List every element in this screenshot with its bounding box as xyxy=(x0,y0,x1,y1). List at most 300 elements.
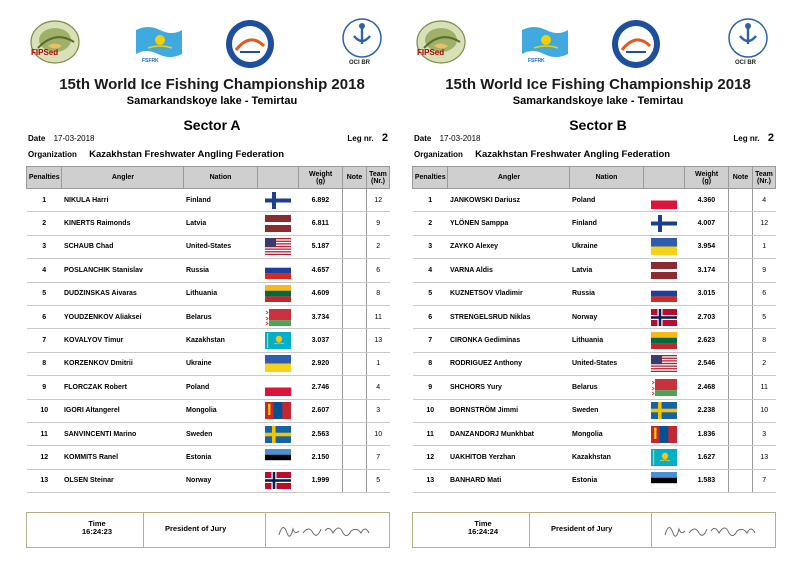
nation-cell: Finland xyxy=(570,212,643,235)
table-row xyxy=(27,305,390,328)
organization-label: Organization xyxy=(414,150,463,159)
table-row xyxy=(413,399,776,422)
penalty-cell: 3 xyxy=(27,235,62,258)
team-cell: 1 xyxy=(753,235,776,258)
leg-line xyxy=(733,132,774,144)
flag-cell xyxy=(643,235,685,258)
nation-cell: Lithuania xyxy=(570,329,643,352)
russia-flag-icon xyxy=(265,262,291,279)
ocibr-logo-text: OCI BR xyxy=(349,60,370,66)
angler-cell: SANVINCENTI Marino xyxy=(62,422,184,445)
footer-divider xyxy=(143,513,144,547)
penalty-cell: 5 xyxy=(413,282,448,305)
angler-cell: UAKHITOB Yerzhan xyxy=(448,446,570,469)
team-cell: 7 xyxy=(367,446,390,469)
flag-cell xyxy=(643,282,685,305)
penalty-cell: 5 xyxy=(27,282,62,305)
kazakhstan-flag-icon xyxy=(651,449,677,466)
table-row xyxy=(27,469,390,492)
col-team-label: Team xyxy=(755,170,773,178)
note-cell xyxy=(729,189,753,212)
belarus-flag-icon xyxy=(265,309,291,326)
col-team xyxy=(753,167,776,189)
penalty-cell: 6 xyxy=(413,305,448,328)
logo-strip xyxy=(26,18,398,74)
nation-cell: Latvia xyxy=(570,259,643,282)
penalty-cell: 10 xyxy=(27,399,62,422)
ukraine-flag-icon xyxy=(265,355,291,372)
weight-cell: 2.920 xyxy=(299,352,343,375)
col-weight-unit: (g) xyxy=(702,177,712,185)
penalty-cell: 6 xyxy=(27,305,62,328)
note-cell xyxy=(729,305,753,328)
time-label: Time xyxy=(88,519,106,528)
angler-cell: FLORCZAK Robert xyxy=(62,376,184,399)
table-row xyxy=(27,212,390,235)
nation-cell: Norway xyxy=(570,305,643,328)
results-table xyxy=(26,166,390,493)
flag-cell xyxy=(257,282,299,305)
team-cell: 13 xyxy=(753,446,776,469)
organization-line xyxy=(28,149,284,160)
footer-divider xyxy=(265,513,266,547)
note-cell xyxy=(343,399,367,422)
weight-cell: 3.037 xyxy=(299,329,343,352)
col-weight-label: Weight xyxy=(309,170,333,178)
organization-line xyxy=(414,149,670,160)
table-row xyxy=(413,259,776,282)
col-team xyxy=(367,167,390,189)
team-cell: 5 xyxy=(367,469,390,492)
fips-logo-text: FIPSed xyxy=(31,48,59,57)
table-row xyxy=(413,446,776,469)
table-row xyxy=(27,329,390,352)
table-header-row xyxy=(413,167,776,189)
nation-cell: Mongolia xyxy=(184,399,257,422)
col-flag xyxy=(257,167,299,189)
leg-label: Leg nr. xyxy=(347,134,374,143)
flag-cell xyxy=(257,352,299,375)
table-row xyxy=(413,376,776,399)
weight-cell: 4.007 xyxy=(685,212,729,235)
penalty-cell: 7 xyxy=(413,329,448,352)
date-label: Date xyxy=(414,134,432,143)
team-cell: 8 xyxy=(367,282,390,305)
nation-cell: Belarus xyxy=(570,376,643,399)
penalty-cell: 10 xyxy=(413,399,448,422)
footer-box xyxy=(26,512,390,548)
flag-cell xyxy=(257,376,299,399)
fips-logo-text: FIPSed xyxy=(417,48,445,57)
angler-cell: KUZNETSOV Vladimir xyxy=(448,282,570,305)
championship-title: 15th World Ice Fishing Championship 2018 xyxy=(445,76,751,93)
table-row xyxy=(413,329,776,352)
penalty-cell: 8 xyxy=(413,352,448,375)
flag-cell xyxy=(257,469,299,492)
note-cell xyxy=(343,305,367,328)
organization-value: Kazakhstan Freshwater Angling Federation xyxy=(89,149,285,160)
lithuania-flag-icon xyxy=(651,332,677,349)
mongolia-flag-icon xyxy=(265,402,291,419)
date-value: 17-03-2018 xyxy=(53,134,95,143)
angler-cell: IGORI Altangerel xyxy=(62,399,184,422)
weight-cell: 2.468 xyxy=(685,376,729,399)
note-cell xyxy=(343,352,367,375)
venue-subtitle: Samarkandskoye lake - Temirtau xyxy=(512,95,684,107)
table-row xyxy=(413,352,776,375)
team-cell: 7 xyxy=(753,469,776,492)
time-value: 16:24:24 xyxy=(467,527,499,536)
leg-number: 2 xyxy=(381,132,388,144)
table-header-row xyxy=(27,167,390,189)
flag-cell xyxy=(643,399,685,422)
angler-cell: RODRIGUEZ Anthony xyxy=(448,352,570,375)
nation-cell: Ukraine xyxy=(570,235,643,258)
table-row xyxy=(413,469,776,492)
organization-label: Organization xyxy=(28,150,77,159)
note-cell xyxy=(729,235,753,258)
nation-cell: Russia xyxy=(184,259,257,282)
angler-cell: JANKOWSKI Dariusz xyxy=(448,189,570,212)
note-cell xyxy=(729,212,753,235)
angler-cell: KOVALYOV Timur xyxy=(62,329,184,352)
table-row xyxy=(413,189,776,212)
team-cell: 2 xyxy=(367,235,390,258)
note-cell xyxy=(343,235,367,258)
table-row xyxy=(27,399,390,422)
poland-flag-icon xyxy=(651,192,677,209)
weight-cell: 3.015 xyxy=(685,282,729,305)
team-cell: 12 xyxy=(753,212,776,235)
nation-cell: Russia xyxy=(570,282,643,305)
fsrk-logo xyxy=(610,18,662,70)
angler-cell: CIRONKA Gediminas xyxy=(448,329,570,352)
date-line xyxy=(414,134,481,143)
table-row xyxy=(413,282,776,305)
leg-line xyxy=(347,132,388,144)
nation-cell: Sweden xyxy=(184,422,257,445)
poland-flag-icon xyxy=(265,379,291,396)
team-cell: 11 xyxy=(753,376,776,399)
flag-cell xyxy=(257,235,299,258)
note-cell xyxy=(343,329,367,352)
table-row xyxy=(413,422,776,445)
team-cell: 12 xyxy=(367,189,390,212)
angler-cell: SCHAUB Chad xyxy=(62,235,184,258)
team-cell: 1 xyxy=(367,352,390,375)
penalty-cell: 1 xyxy=(27,189,62,212)
col-weight xyxy=(685,167,729,189)
angler-cell: VARNA Aldis xyxy=(448,259,570,282)
note-cell xyxy=(729,446,753,469)
team-cell: 9 xyxy=(753,259,776,282)
nation-cell: United-States xyxy=(184,235,257,258)
flag-cell xyxy=(257,329,299,352)
col-weight-label: Weight xyxy=(695,170,719,178)
flag-cell xyxy=(643,329,685,352)
col-note: Note xyxy=(343,167,367,189)
note-cell xyxy=(729,469,753,492)
col-weight xyxy=(299,167,343,189)
fsfrk-logo-text: FSFRK xyxy=(528,58,545,64)
latvia-flag-icon xyxy=(651,262,677,279)
usa-flag-icon xyxy=(265,238,291,255)
weight-cell: 2.150 xyxy=(299,446,343,469)
date-label: Date xyxy=(28,134,46,143)
weight-cell: 1.583 xyxy=(685,469,729,492)
team-cell: 4 xyxy=(753,189,776,212)
table-row xyxy=(413,235,776,258)
time-value: 16:24:23 xyxy=(81,527,113,536)
flag-cell xyxy=(257,422,299,445)
note-cell xyxy=(343,282,367,305)
nation-cell: Kazakhstan xyxy=(184,329,257,352)
note-cell xyxy=(729,376,753,399)
angler-cell: KORZENKOV Dmitrii xyxy=(62,352,184,375)
weight-cell: 4.609 xyxy=(299,282,343,305)
estonia-flag-icon xyxy=(651,472,677,489)
angler-cell: ZAYKO Alexey xyxy=(448,235,570,258)
note-cell xyxy=(343,376,367,399)
nation-cell: Ukraine xyxy=(184,352,257,375)
sector-heading: Sector A xyxy=(183,117,241,133)
leg-label: Leg nr. xyxy=(733,134,760,143)
nation-cell: Poland xyxy=(184,376,257,399)
nation-cell: Belarus xyxy=(184,305,257,328)
belarus-flag-icon xyxy=(651,379,677,396)
angler-cell: KOMMITS Ranel xyxy=(62,446,184,469)
note-cell xyxy=(729,399,753,422)
nation-cell: Latvia xyxy=(184,212,257,235)
penalty-cell: 11 xyxy=(413,422,448,445)
team-cell: 3 xyxy=(753,422,776,445)
note-cell xyxy=(343,422,367,445)
table-row xyxy=(27,235,390,258)
flag-cell xyxy=(643,376,685,399)
venue-subtitle: Samarkandskoye lake - Temirtau xyxy=(126,95,298,107)
championship-title: 15th World Ice Fishing Championship 2018 xyxy=(59,76,365,93)
penalty-cell: 12 xyxy=(27,446,62,469)
flag-cell xyxy=(643,422,685,445)
team-cell: 8 xyxy=(753,329,776,352)
norway-flag-icon xyxy=(651,309,677,326)
col-penalties: Penalties xyxy=(27,167,62,189)
angler-cell: DANZANDORJ Munkhbat xyxy=(448,422,570,445)
weight-cell: 4.657 xyxy=(299,259,343,282)
nation-cell: Mongolia xyxy=(570,422,643,445)
weight-cell: 6.811 xyxy=(299,212,343,235)
flag-cell xyxy=(257,305,299,328)
penalty-cell: 13 xyxy=(27,469,62,492)
finland-flag-icon xyxy=(651,215,677,232)
weight-cell: 2.238 xyxy=(685,399,729,422)
table-row xyxy=(27,189,390,212)
penalty-cell: 11 xyxy=(27,422,62,445)
table-row xyxy=(27,376,390,399)
team-cell: 2 xyxy=(753,352,776,375)
table-row xyxy=(27,352,390,375)
flag-cell xyxy=(643,446,685,469)
team-cell: 4 xyxy=(367,376,390,399)
note-cell xyxy=(729,259,753,282)
weight-cell: 2.623 xyxy=(685,329,729,352)
footer-divider xyxy=(529,513,530,547)
team-cell: 10 xyxy=(753,399,776,422)
penalty-cell: 9 xyxy=(413,376,448,399)
nation-cell: Sweden xyxy=(570,399,643,422)
flag-cell xyxy=(643,259,685,282)
team-cell: 13 xyxy=(367,329,390,352)
note-cell xyxy=(729,282,753,305)
signature-image xyxy=(661,517,771,548)
footer-box xyxy=(412,512,776,548)
norway-flag-icon xyxy=(265,472,291,489)
angler-cell: STRENGELSRUD Niklas xyxy=(448,305,570,328)
president-label: President of Jury xyxy=(165,524,227,533)
table-row xyxy=(27,446,390,469)
weight-cell: 1.627 xyxy=(685,446,729,469)
col-angler: Angler xyxy=(62,167,184,189)
sector-heading: Sector B xyxy=(569,117,627,133)
lithuania-flag-icon xyxy=(265,285,291,302)
results-body xyxy=(413,189,776,493)
sweden-flag-icon xyxy=(651,402,677,419)
weight-cell: 5.187 xyxy=(299,235,343,258)
angler-cell: POSLANCHIK Stanislav xyxy=(62,259,184,282)
latvia-flag-icon xyxy=(265,215,291,232)
nation-cell: Estonia xyxy=(184,446,257,469)
col-team-sub: (Nr.) xyxy=(371,177,385,185)
angler-cell: BANHARD Mati xyxy=(448,469,570,492)
penalty-cell: 4 xyxy=(27,259,62,282)
note-cell xyxy=(343,212,367,235)
nation-cell: Kazakhstan xyxy=(570,446,643,469)
flag-cell xyxy=(257,212,299,235)
team-cell: 5 xyxy=(753,305,776,328)
footer-divider xyxy=(651,513,652,547)
organization-value: Kazakhstan Freshwater Angling Federation xyxy=(475,149,671,160)
col-nation: Nation xyxy=(184,167,257,189)
nation-cell: Finland xyxy=(184,189,257,212)
leg-number: 2 xyxy=(767,132,774,144)
col-flag xyxy=(643,167,685,189)
flag-cell xyxy=(643,189,685,212)
russia-flag-icon xyxy=(651,285,677,302)
penalty-cell: 8 xyxy=(27,352,62,375)
nation-cell: Estonia xyxy=(570,469,643,492)
team-cell: 3 xyxy=(367,399,390,422)
penalty-cell: 3 xyxy=(413,235,448,258)
nation-cell: Lithuania xyxy=(184,282,257,305)
angler-cell: NIKULA Harri xyxy=(62,189,184,212)
time-label: Time xyxy=(474,519,492,528)
col-angler: Angler xyxy=(448,167,570,189)
weight-cell: 3.954 xyxy=(685,235,729,258)
nation-cell: United-States xyxy=(570,352,643,375)
results-table xyxy=(412,166,776,493)
mongolia-flag-icon xyxy=(651,426,677,443)
flag-cell xyxy=(257,446,299,469)
weight-cell: 2.563 xyxy=(299,422,343,445)
sweden-flag-icon xyxy=(265,426,291,443)
weight-cell: 6.892 xyxy=(299,189,343,212)
angler-cell: OLSEN Steinar xyxy=(62,469,184,492)
team-cell: 6 xyxy=(367,259,390,282)
weight-cell: 2.703 xyxy=(685,305,729,328)
table-row xyxy=(27,422,390,445)
weight-cell: 4.360 xyxy=(685,189,729,212)
penalty-cell: 13 xyxy=(413,469,448,492)
angler-cell: BORNSTRÖM Jimmi xyxy=(448,399,570,422)
penalty-cell: 2 xyxy=(413,212,448,235)
penalty-cell: 12 xyxy=(413,446,448,469)
flag-cell xyxy=(257,399,299,422)
ocibr-logo-text: OCI BR xyxy=(735,60,756,66)
nation-cell: Norway xyxy=(184,469,257,492)
flag-cell xyxy=(257,189,299,212)
finland-flag-icon xyxy=(265,192,291,209)
sheet-sector-a xyxy=(26,0,398,567)
signature-image xyxy=(275,517,385,548)
penalty-cell: 1 xyxy=(413,189,448,212)
president-label: President of Jury xyxy=(551,524,613,533)
fsfrk-logo-text: FSFRK xyxy=(142,58,159,64)
note-cell xyxy=(729,422,753,445)
angler-cell: SHCHORS Yury xyxy=(448,376,570,399)
logo-strip xyxy=(412,18,784,74)
kazakhstan-flag-icon xyxy=(265,332,291,349)
estonia-flag-icon xyxy=(265,449,291,466)
weight-cell: 3.734 xyxy=(299,305,343,328)
col-nation: Nation xyxy=(570,167,643,189)
weight-cell: 1.999 xyxy=(299,469,343,492)
usa-flag-icon xyxy=(651,355,677,372)
note-cell xyxy=(343,446,367,469)
penalty-cell: 4 xyxy=(413,259,448,282)
col-note: Note xyxy=(729,167,753,189)
col-penalties: Penalties xyxy=(413,167,448,189)
team-cell: 10 xyxy=(367,422,390,445)
weight-cell: 3.174 xyxy=(685,259,729,282)
weight-cell: 2.607 xyxy=(299,399,343,422)
weight-cell: 2.746 xyxy=(299,376,343,399)
team-cell: 6 xyxy=(753,282,776,305)
weight-cell: 2.546 xyxy=(685,352,729,375)
note-cell xyxy=(343,189,367,212)
table-row xyxy=(27,282,390,305)
note-cell xyxy=(729,329,753,352)
col-team-label: Team xyxy=(369,170,387,178)
table-row xyxy=(27,259,390,282)
results-body xyxy=(27,189,390,493)
date-line xyxy=(28,134,95,143)
team-cell: 11 xyxy=(367,305,390,328)
flag-cell xyxy=(643,469,685,492)
penalty-cell: 7 xyxy=(27,329,62,352)
col-team-sub: (Nr.) xyxy=(757,177,771,185)
penalty-cell: 2 xyxy=(27,212,62,235)
flag-cell xyxy=(643,352,685,375)
penalty-cell: 9 xyxy=(27,376,62,399)
table-row xyxy=(413,305,776,328)
angler-cell: DUDZINSKAS Aivaras xyxy=(62,282,184,305)
col-weight-unit: (g) xyxy=(316,177,326,185)
weight-cell: 1.836 xyxy=(685,422,729,445)
fsrk-logo xyxy=(224,18,276,70)
note-cell xyxy=(343,469,367,492)
flag-cell xyxy=(643,212,685,235)
note-cell xyxy=(343,259,367,282)
